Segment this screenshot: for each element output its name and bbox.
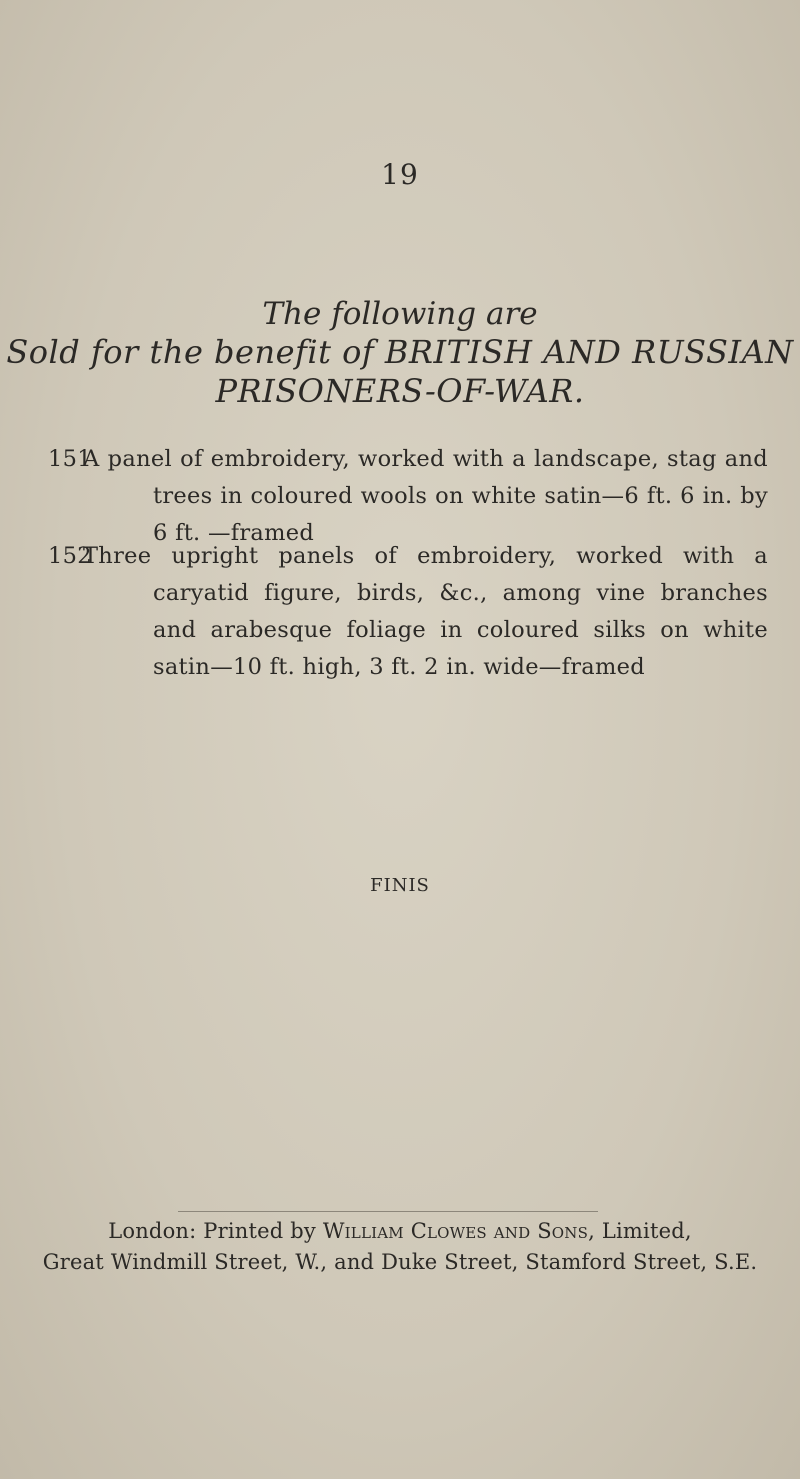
finis-label: FINIS xyxy=(370,875,430,896)
lot-number: 151 xyxy=(48,446,92,472)
imprint-suffix: Limited, xyxy=(601,1219,692,1243)
lot-number: 152 xyxy=(48,543,92,569)
imprint-line-1 xyxy=(0,1219,800,1243)
divider xyxy=(178,1211,598,1212)
heading-line-2 xyxy=(0,333,800,371)
page-number: 19 xyxy=(381,158,419,191)
heading-line-2-caps: BRITISH AND RUSSIAN xyxy=(384,333,794,371)
lot-description: A panel of embroidery, worked with a landscape, stag and trees in coloured wools on white satin—6 ft. 6 in. by 6 ft. —framed xyxy=(83,446,768,546)
lot-item xyxy=(48,538,768,686)
heading-line-3: PRISONERS-OF-WAR. xyxy=(215,372,585,410)
lot-description: Three upright panels of embroidery, worked with a caryatid figure, birds, &c., among vine branches and arabesque foliage in coloured silks on white satin—10 ft. high, 3 ft. 2 in. wide—framed xyxy=(83,543,768,680)
heading-line-2-prefix: Sold for the benefit of xyxy=(6,333,375,371)
imprint-printer: William Clowes and Sons, xyxy=(322,1219,595,1243)
imprint-prefix: London: Printed by xyxy=(108,1219,316,1243)
heading-line-1: The following are xyxy=(262,296,538,332)
imprint-line-2: Great Windmill Street, W., and Duke Street, Stamford Street, S.E. xyxy=(42,1250,758,1274)
lot-item xyxy=(48,441,768,552)
